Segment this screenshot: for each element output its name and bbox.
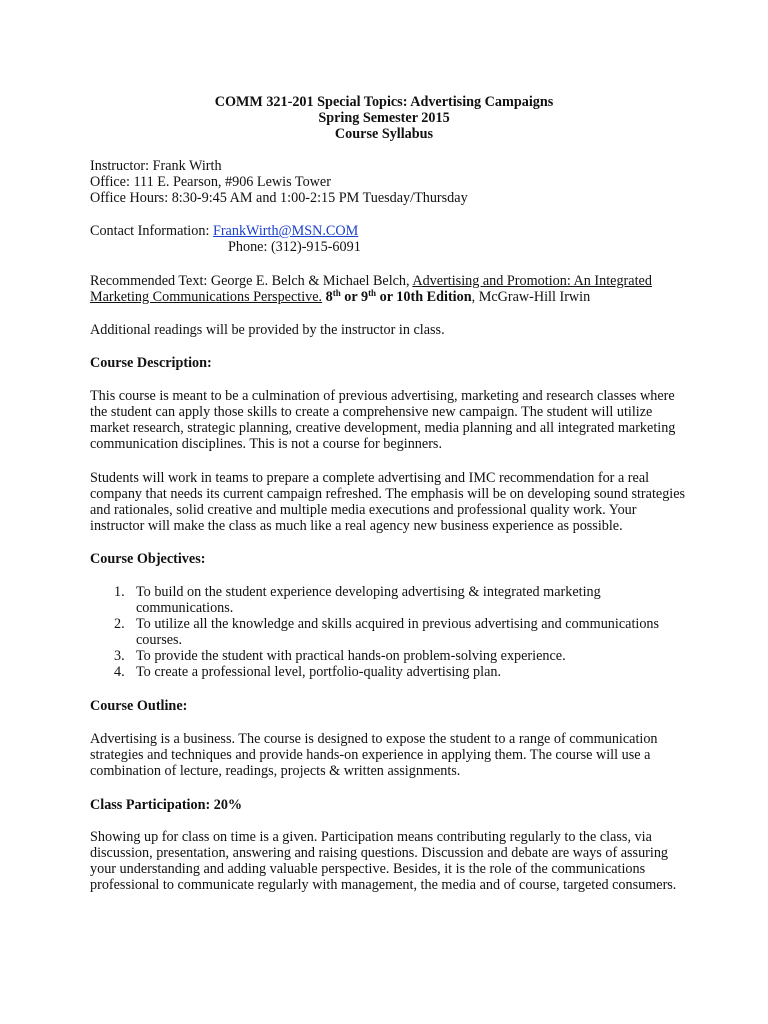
- document-title: [0, 94, 768, 142]
- edition: 8th or 9th or 10th Edition: [325, 288, 472, 305]
- instructor-info: [90, 158, 690, 206]
- contact-line: [90, 223, 690, 239]
- office-location: Office: 111 E. Pearson, #906 Lewis Tower: [90, 174, 331, 190]
- additional-readings: Additional readings will be provided by the instructor in class.: [90, 322, 445, 338]
- course-outline-heading: Course Outline:: [90, 698, 188, 714]
- course-objectives-heading: Course Objectives:: [90, 551, 206, 567]
- list-item: 4. To create a professional level, portfolio-quality advertising plan.: [114, 664, 502, 680]
- phone-number: Phone: (312)-915-6091: [228, 239, 361, 255]
- course-description-p1: This course is meant to be a culmination of previous advertising, marketing and research classes where the student can apply those skills to create a comprehensive new campaign. The student will utilize market research, strategic planning, creative development, media planning and all integrated marketing communication disciplines. This is not a course for beginners.: [90, 388, 676, 452]
- syllabus-title: Course Syllabus: [334, 126, 434, 142]
- email-link[interactable]: FrankWirth@MSN.COM: [212, 223, 359, 239]
- instructor-name: Instructor: Frank Wirth: [90, 158, 222, 174]
- list-item: 3. To provide the student with practical hands-on problem-solving experience.: [114, 648, 566, 664]
- recommended-text-prefix: Recommended Text: George E. Belch & Michael Belch,: [90, 273, 413, 289]
- list-item: 2. To utilize all the knowledge and skills acquired in previous advertising and communications courses.: [114, 616, 660, 648]
- participation-heading: Class Participation: 20%: [90, 797, 243, 813]
- publisher: , McGraw-Hill Irwin: [471, 289, 591, 305]
- book-title-part1: Advertising and Promotion: An Integrated: [412, 273, 652, 289]
- course-description-p2: Students will work in teams to prepare a complete advertising and IMC recommendation for a real company that needs its current campaign refreshed. The emphasis will be on developing sound strategies and rationales, solid creative and multiple media executions and professional quality work. Your instructor will make the class as much like a real agency new business experience as possible.: [90, 470, 686, 534]
- recommended-text: [90, 273, 690, 305]
- course-title: COMM 321-201 Special Topics: Advertising Campaigns: [214, 94, 554, 110]
- list-item: 1. To build on the student experience developing advertising & integrated marketing communications.: [114, 584, 601, 616]
- book-title-part2: Marketing Communications Perspective.: [90, 289, 323, 305]
- semester-title: Spring Semester 2015: [318, 110, 450, 126]
- course-description-heading: Course Description:: [90, 355, 212, 371]
- contact-info: [90, 223, 690, 255]
- contact-label: Contact Information:: [90, 223, 213, 239]
- objectives-list: [90, 584, 690, 680]
- participation-body: Showing up for class on time is a given. Participation means contributing regularly to the class, via discussion, presentation, answering and raising questions. Discussion and debate are ways of assuring your understanding and adding valuable perspective. Besides, it is the role of the communications professional to communicate regularly with management, the media and of course, targeted consumers.: [90, 829, 677, 893]
- course-outline-body: Advertising is a business. The course is designed to expose the student to a range of communication strategies and techniques and provide hands-on experience in applying them. The course will use a combination of lecture, readings, projects & written assignments.: [90, 731, 658, 779]
- office-hours: Office Hours: 8:30-9:45 AM and 1:00-2:15 PM Tuesday/Thursday: [90, 190, 468, 206]
